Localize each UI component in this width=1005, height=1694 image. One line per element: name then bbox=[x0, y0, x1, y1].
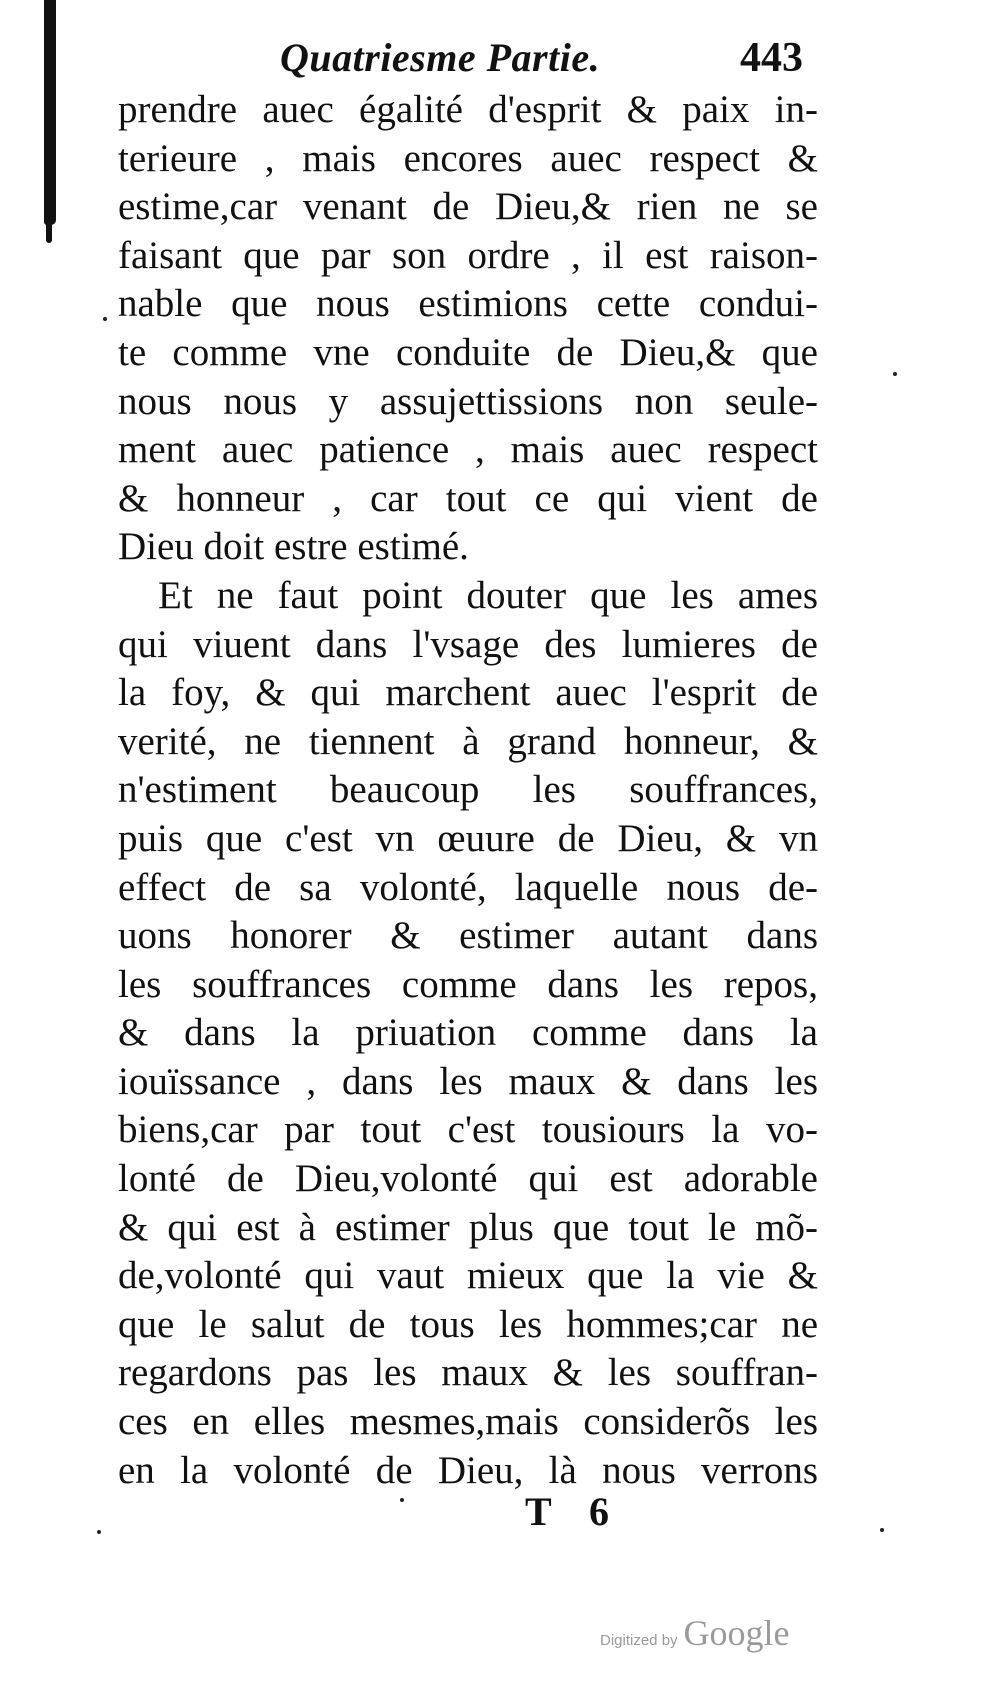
text-line: qui viuent dans l'vsage des lumieres de bbox=[118, 622, 818, 666]
text-line: en la volonté de Dieu, là nous verrons bbox=[118, 1448, 818, 1492]
text-line: & qui est à estimer plus que tout le mõ- bbox=[118, 1205, 818, 1249]
text-line: puis que c'est vn œuure de Dieu, & vn bbox=[118, 816, 818, 860]
body-text bbox=[118, 86, 818, 1495]
paragraph-end-line: Dieu doit estre estimé. bbox=[118, 525, 469, 569]
text-line: & dans la priuation comme dans la bbox=[118, 1011, 818, 1055]
text-line: la foy, & qui marchent auec l'esprit de bbox=[118, 671, 818, 715]
page-number: 443 bbox=[740, 35, 803, 81]
signature-mark: T 6 bbox=[525, 1489, 609, 1534]
text-line: ces en elles mesmes,mais considerõs les bbox=[118, 1400, 818, 1444]
paragraph-start-line: Et ne faut point douter que les ames bbox=[158, 573, 818, 617]
google-logo: Google bbox=[683, 1613, 790, 1653]
text-line: te comme vne conduite de Dieu,& que bbox=[118, 330, 818, 374]
text-line: que le salut de tous les hommes;car ne bbox=[118, 1302, 818, 1346]
text-line: biens,car par tout c'est tousiours la vo- bbox=[118, 1108, 818, 1152]
watermark-prefix: Digitized by bbox=[600, 1632, 678, 1649]
text-line: regardons pas les maux & les souffran- bbox=[118, 1351, 818, 1395]
text-line: nous nous y assujettissions non seule- bbox=[118, 379, 818, 423]
digitization-watermark bbox=[600, 1612, 790, 1654]
text-line: iouïssance , dans les maux & dans les bbox=[118, 1059, 818, 1103]
text-line: estime,car venant de Dieu,& rien ne se bbox=[118, 185, 818, 229]
ink-speck bbox=[400, 1498, 404, 1502]
text-line: lonté de Dieu,volonté qui est adorable bbox=[118, 1157, 818, 1201]
text-line: effect de sa volonté, laquelle nous de- bbox=[118, 865, 818, 909]
text-line: verité, ne tiennent à grand honneur, & bbox=[118, 719, 818, 763]
text-line: & honneur , car tout ce qui vient de bbox=[118, 476, 818, 520]
text-line: de,volonté qui vaut mieux que la vie & bbox=[118, 1254, 818, 1298]
text-line: ment auec patience , mais auec respect bbox=[118, 428, 818, 472]
ink-speck bbox=[97, 1530, 101, 1534]
ink-speck bbox=[893, 372, 897, 376]
ink-speck bbox=[880, 1528, 884, 1532]
text-line: uons honorer & estimer autant dans bbox=[118, 914, 818, 958]
running-title: Quatriesme Partie. bbox=[280, 35, 601, 80]
ink-speck bbox=[103, 317, 107, 321]
binding-shadow bbox=[44, 0, 56, 225]
text-line: n'estiment beaucoup les souffrances, bbox=[118, 768, 818, 812]
text-line: terieure , mais encores auec respect & bbox=[118, 136, 818, 180]
text-line: faisant que par son ordre , il est raison- bbox=[118, 233, 818, 277]
text-line: les souffrances comme dans les repos, bbox=[118, 962, 818, 1006]
text-line: nable que nous estimions cette condui- bbox=[118, 282, 818, 326]
text-line: prendre auec égalité d'esprit & paix in- bbox=[118, 88, 818, 131]
page-header bbox=[280, 30, 840, 90]
